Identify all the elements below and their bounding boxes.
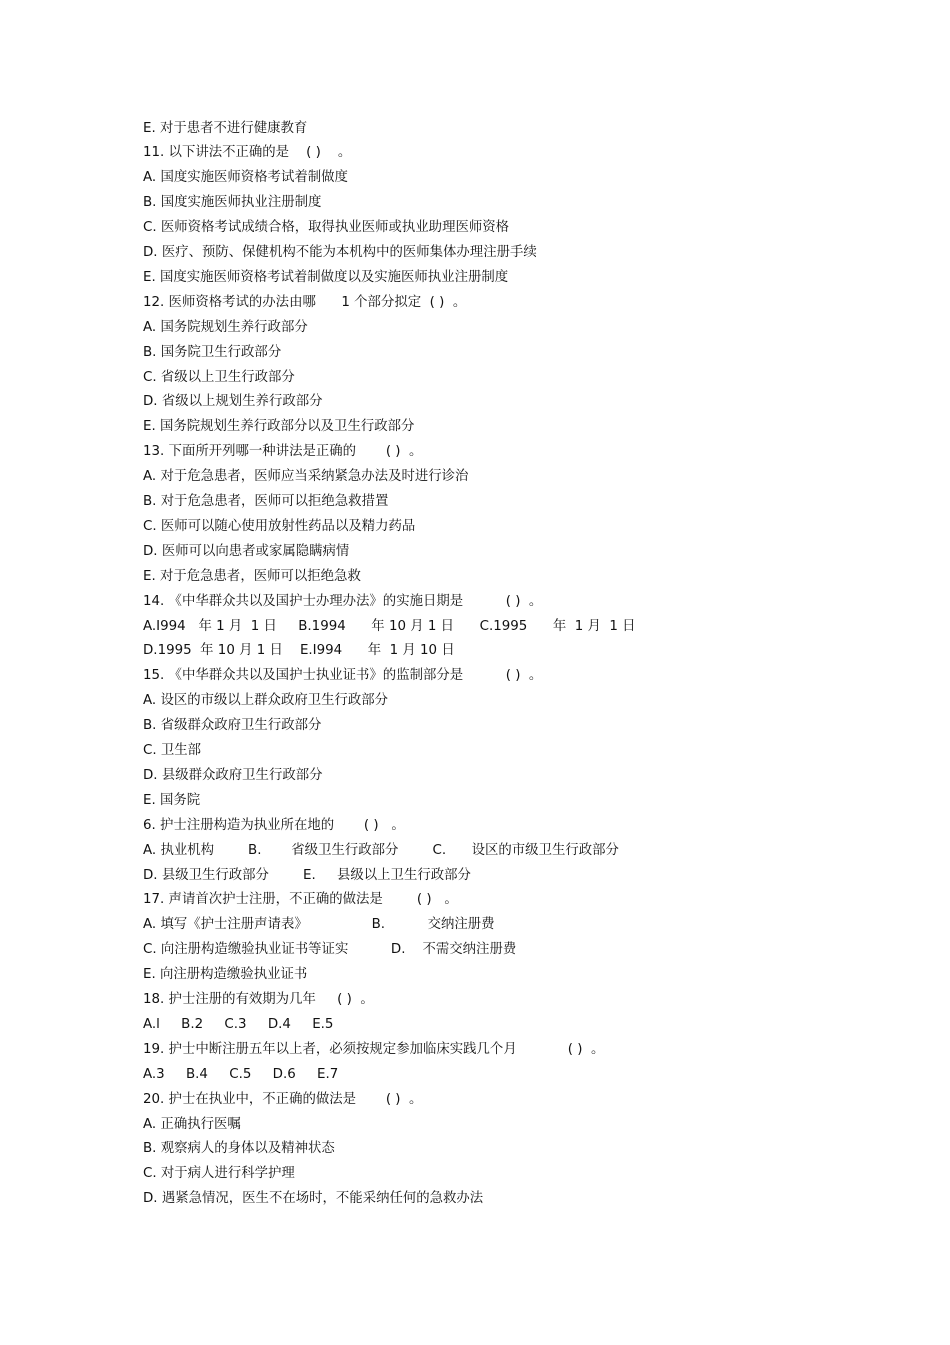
text-line: E. 对于患者不进行健康教育 [143, 120, 308, 136]
text-line: 12. 医师资格考试的办法由哪 1 个部分拟定 ( ) 。 [143, 294, 467, 310]
text-line: A. 对于危急患者，医师应当采纳紧急办法及时进行诊治 [143, 469, 469, 485]
text-line: 13. 下面所开列哪一种讲法是正确的 ( ) 。 [143, 444, 423, 460]
text-line: A. 填写《护士注册声请表》 B. 交纳注册费 [143, 917, 495, 933]
text-line: A.l B.2 C.3 D.4 E.5 [143, 1016, 334, 1032]
text-line: A. 国度实施医师资格考试着制做度 [143, 170, 348, 186]
text-line: D.1995 年 10 月 1 日 E.I994 年 1 月 10 日 [143, 643, 455, 659]
text-line: A.I994 年 1 月 1 日 B.1994 年 10 月 1 日 C.1995 年 1 月 1 日 [143, 618, 636, 634]
text-line: B. 国度实施医师执业注册制度 [143, 195, 322, 211]
text-line: E. 国务院规划生养行政部分以及卫生行政部分 [143, 419, 415, 435]
text-line: B. 对于危急患者，医师可以拒绝急救措置 [143, 494, 389, 509]
text-line: C. 医师资格考试成绩合格，取得执业医师或执业助理医师资格 [143, 220, 510, 236]
text-line: 19. 护士中断注册五年以上者，必须按规定参加临床实践几个月 ( ) 。 [143, 1041, 605, 1057]
text-line: C. 卫生部 [143, 743, 202, 758]
text-line: D. 县级群众政府卫生行政部分 [143, 767, 323, 783]
text-line: 17. 声请首次护士注册，不正确的做法是 ( ) 。 [143, 892, 458, 908]
text-line: A. 执业机构 B. 省级卫生行政部分 C. 设区的市级卫生行政部分 [143, 842, 619, 858]
text-line: D. 医师可以向患者或家属隐瞒病情 [143, 543, 350, 559]
text-line: E. 国务院 [143, 792, 201, 808]
text-line: B. 省级群众政府卫生行政部分 [143, 718, 322, 734]
text-line: B. 观察病人的身体以及精神状态 [143, 1141, 335, 1157]
text-line: C. 向注册构造缴验执业证书等证实 D. 不需交纳注册费 [143, 942, 517, 958]
text-line: 14. 《中华群众共以及国护士办理办法》的实施日期是 ( ) 。 [143, 593, 543, 609]
text-line: E. 国度实施医师资格考试着制做度以及实施医师执业注册制度 [143, 269, 509, 285]
text-line: E. 对于危急患者，医师可以拒绝急救 [143, 568, 361, 584]
text-line: C. 对于病人进行科学护理 [143, 1166, 295, 1182]
text-line: 20. 护士在执业中，不正确的做法是 ( ) 。 [143, 1091, 423, 1107]
text-line: A. 设区的市级以上群众政府卫生行政部分 [143, 693, 389, 709]
text-line: D. 省级以上规划生养行政部分 [143, 394, 323, 410]
text-line: 18. 护士注册的有效期为几年 ( ) 。 [143, 992, 374, 1007]
text-line: A. 国务院规划生养行政部分 [143, 319, 308, 335]
text-line: 15. 《中华群众共以及国护士执业证书》的监制部分是 ( ) 。 [143, 668, 543, 684]
text-line: C. 医师可以随心使用放射性药品以及精力药品 [143, 518, 416, 534]
text-line: D. 医疗、预防、保健机构不能为本机构中的医师集体办理注册手续 [143, 245, 537, 260]
text-line: A.3 B.4 C.5 D.6 E.7 [143, 1066, 339, 1082]
text-line: 11. 以下讲法不正确的是 ( ) 。 [143, 145, 352, 161]
text-line: B. 国务院卫生行政部分 [143, 344, 282, 360]
text-line: E. 向注册构造缴验执业证书 [143, 967, 308, 983]
text-line: C. 省级以上卫生行政部分 [143, 369, 295, 385]
text-line: 6. 护士注册构造为执业所在地的 ( ) 。 [143, 817, 405, 833]
text-line: D. 遇紧急情况，医生不在场时，不能采纳任何的急救办法 [143, 1191, 484, 1207]
text-line: A. 正确执行医嘱 [143, 1116, 241, 1132]
text-line: D. 县级卫生行政部分 E. 县级以上卫生行政部分 [143, 867, 471, 883]
